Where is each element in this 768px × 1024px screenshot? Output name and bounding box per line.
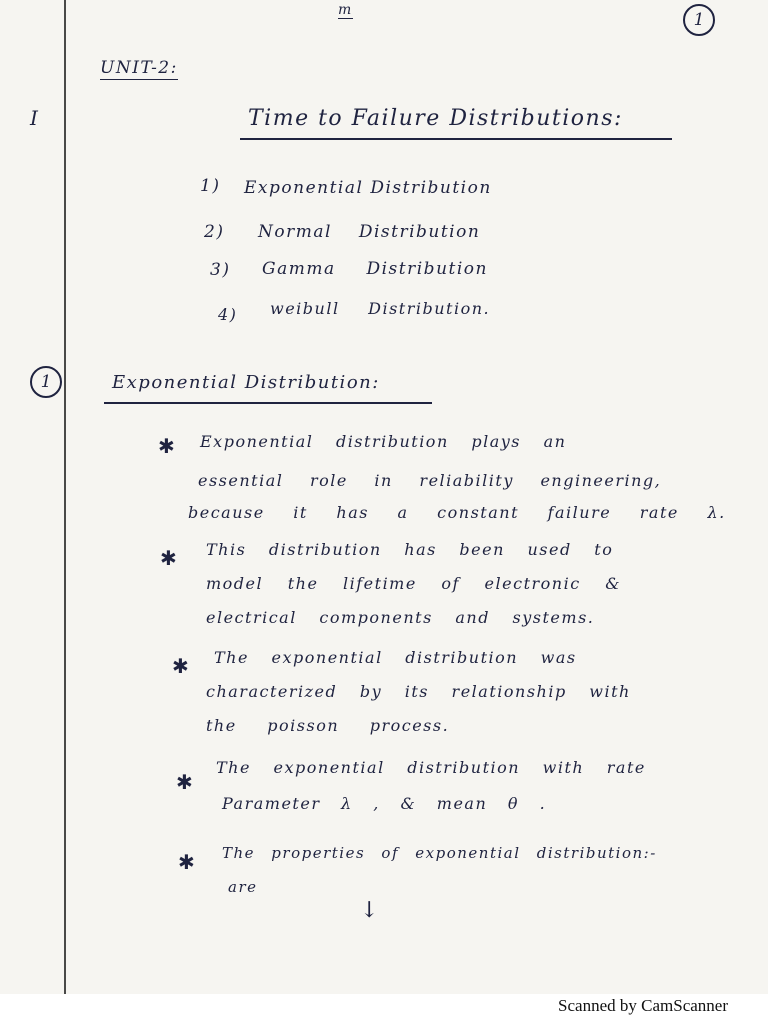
page-number: 1 xyxy=(693,10,705,30)
bullet-line: Exponential distribution plays an xyxy=(200,432,567,451)
section-heading-underline xyxy=(104,402,432,404)
scanner-footer xyxy=(0,994,768,1024)
bullet-line: essential role in reliability engineering, xyxy=(198,471,662,490)
bullet-line: the poisson process. xyxy=(206,716,450,735)
title-underline xyxy=(240,138,672,140)
down-arrow-icon: ↓ xyxy=(360,898,380,923)
roman-mark: I xyxy=(30,106,40,130)
scanner-credit: Scanned by CamScanner xyxy=(558,996,728,1015)
bullet-line: because it has a constant failure rate λ. xyxy=(188,503,726,522)
unit-label: UNIT-2: xyxy=(100,58,178,78)
asterisk-bullet-icon: ✱ xyxy=(176,770,193,794)
page-number-badge xyxy=(683,4,715,36)
bullet-line: The exponential distribution was xyxy=(214,648,577,667)
bullet-line: are xyxy=(228,878,258,896)
section-number: 1 xyxy=(40,372,52,392)
list-item: Normal Distribution xyxy=(258,222,481,242)
bullet-line: The exponential distribution with rate xyxy=(216,758,646,777)
section-number-badge xyxy=(30,366,62,398)
bullet-line: Parameter λ , & mean θ . xyxy=(222,794,547,813)
list-item-num: 4) xyxy=(218,305,238,324)
bullet-line: model the lifetime of electronic & xyxy=(206,574,621,593)
list-item: weibull Distribution. xyxy=(270,299,491,318)
list-item-num: 1) xyxy=(200,176,221,196)
asterisk-bullet-icon: ✱ xyxy=(178,850,195,874)
asterisk-bullet-icon: ✱ xyxy=(160,546,177,570)
bullet-line: The properties of exponential distribution:- xyxy=(222,844,657,862)
list-item: Exponential Distribution xyxy=(244,178,492,198)
bullet-line: This distribution has been used to xyxy=(206,540,614,559)
page-title: Time to Failure Distributions: xyxy=(248,106,623,131)
top-mark: m xyxy=(338,2,353,18)
list-item-num: 2) xyxy=(204,222,225,242)
list-item: Gamma Distribution xyxy=(262,259,488,279)
asterisk-bullet-icon: ✱ xyxy=(158,434,175,458)
section-heading: Exponential Distribution: xyxy=(112,372,380,393)
bullet-line: electrical components and systems. xyxy=(206,608,595,627)
list-item-num: 3) xyxy=(210,260,231,280)
asterisk-bullet-icon: ✱ xyxy=(172,654,189,678)
bullet-line: characterized by its relationship with xyxy=(206,682,631,701)
margin-line xyxy=(64,0,66,994)
